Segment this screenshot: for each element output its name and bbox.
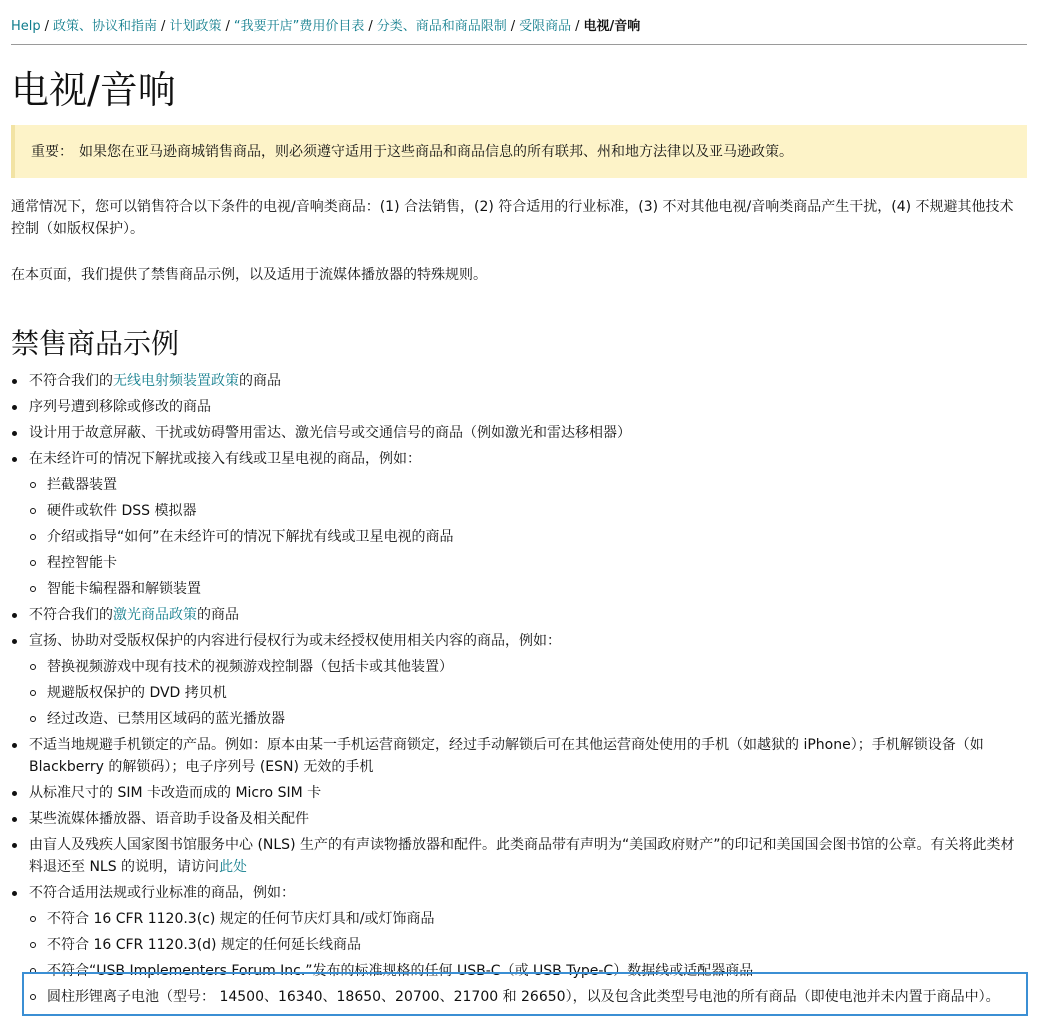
important-notice [11, 125, 1027, 178]
breadcrumb-link-policies[interactable]: 政策、协议和指南 [53, 19, 158, 34]
sub-list-item: 规避版权保护的 DVD 拷贝机 [29, 682, 1027, 704]
sub-list [29, 474, 1027, 600]
list-item [11, 604, 1027, 626]
list-item [11, 834, 1027, 878]
breadcrumb-link-program-policies[interactable]: 计划政策 [169, 19, 222, 34]
list-item: 序列号遭到移除或修改的商品 [11, 396, 1027, 418]
sub-list [29, 656, 1027, 730]
nls-return-link[interactable]: 此处 [219, 859, 248, 875]
item-text: 不符合我们的 [29, 607, 113, 623]
sub-list-item: 经过改造、已禁用区域码的蓝光播放器 [29, 708, 1027, 730]
help-page [11, 0, 1027, 1012]
breadcrumb-link-categories[interactable]: 分类、商品和商品限制 [376, 19, 507, 34]
list-item: 从标准尺寸的 SIM 卡改造而成的 Micro SIM 卡 [11, 782, 1027, 804]
list-item: 不适当地规避手机锁定的产品。例如：原本由某一手机运营商锁定，经过手动解锁后可在其他运营商处使用的手机（如越狱的 iPhone）；手机解锁设备（如 Blackberry 的解锁码）；电子序列号 (ESN) 无效的手机 [11, 734, 1027, 778]
sub-list [29, 908, 1027, 1008]
sub-list-item: 程控智能卡 [29, 552, 1027, 574]
list-item [11, 370, 1027, 392]
list-item: 设计用于故意屏蔽、干扰或妨碍警用雷达、激光信号或交通信号的商品（例如激光和雷达移相器） [11, 422, 1027, 444]
breadcrumb-link-fee-schedule[interactable]: “我要开店”费用价目表 [233, 19, 365, 34]
breadcrumb-separator: / [225, 19, 230, 34]
notice-text: 如果您在亚马逊商城销售商品，则必须遵守适用于这些商品和商品信息的所有联邦、州和地方法律以及亚马逊政策。 [79, 144, 793, 160]
sub-list-item: 替换视频游戏中现有技术的视频游戏控制器（包括卡或其他装置） [29, 656, 1027, 678]
item-text: 的商品 [239, 373, 281, 389]
item-text: 宣扬、协助对受版权保护的内容进行侵权行为或未经授权使用相关内容的商品，例如： [29, 633, 561, 649]
section-title: 禁售商品示例 [11, 327, 180, 360]
item-text: 不符合我们的 [29, 373, 113, 389]
notice-label: 重要： [31, 144, 73, 160]
page-summary-paragraph: 在本页面，我们提供了禁售商品示例，以及适用于流媒体播放器的特殊规则。 [11, 267, 487, 283]
breadcrumb-current: 电视/音响 [583, 19, 641, 34]
item-text: 在未经许可的情况下解扰或接入有线或卫星电视的商品，例如： [29, 451, 421, 467]
item-text: 由盲人及残疾人国家图书馆服务中心 (NLS) 生产的有声读物播放器和配件。此类商品带有声明为“美国政府财产”的印记和美国国会图书馆的公章。有关将此类材料退还至 NLS 的说明，请访问 [29, 837, 1015, 875]
sub-list-item: 硬件或软件 DSS 模拟器 [29, 500, 1027, 522]
sub-list-item: 不符合 16 CFR 1120.3(c) 规定的任何节庆灯具和/或灯饰商品 [29, 908, 1027, 930]
sub-list-item: 介绍或指导“如何”在未经许可的情况下解扰有线或卫星电视的商品 [29, 526, 1027, 548]
breadcrumb-separator: / [44, 19, 50, 34]
item-text: 的商品 [197, 607, 239, 623]
list-item: 某些流媒体播放器、语音助手设备及相关配件 [11, 808, 1027, 830]
sub-list-item: 智能卡编程器和解锁装置 [29, 578, 1027, 600]
sub-list-item: 圆柱形锂离子电池（型号： 14500、16340、18650、20700、21700 和 26650），以及包含此类型号电池的所有商品（即使电池并未内置于商品中）。 [29, 986, 1027, 1008]
sub-list-item: 不符合“USB Implementers Forum Inc.”发布的标准规格的任何 USB-C（或 USB Type-C）数据线或适配器商品 [29, 960, 1027, 982]
list-item [11, 448, 1027, 600]
breadcrumb-separator: / [161, 19, 166, 34]
radio-frequency-policy-link[interactable]: 无线电射频装置政策 [113, 373, 239, 389]
breadcrumb-separator: / [510, 19, 516, 34]
item-text: 不符合适用法规或行业标准的商品，例如： [29, 885, 295, 901]
intro-paragraph: 通常情况下，您可以销售符合以下条件的电视/音响类商品：(1) 合法销售，(2) 符合适用的行业标准，(3) 不对其他电视/音响类商品产生干扰，(4) 不规避其他技术控制（如版权保护）。 [11, 199, 1014, 237]
laser-products-policy-link[interactable]: 激光商品政策 [113, 607, 197, 623]
list-item [11, 882, 1027, 1008]
sub-list-item: 不符合 16 CFR 1120.3(d) 规定的任何延长线商品 [29, 934, 1027, 956]
breadcrumb-link-restricted-products[interactable]: 受限商品 [519, 19, 572, 34]
list-item [11, 630, 1027, 730]
breadcrumb [11, 0, 1027, 45]
breadcrumb-link-help[interactable]: Help [11, 19, 41, 34]
page-title: 电视/音响 [11, 68, 176, 112]
prohibited-items-list [11, 370, 1027, 1008]
breadcrumb-separator: / [368, 19, 373, 34]
sub-list-item: 拦截器装置 [29, 474, 1027, 496]
breadcrumb-separator: / [575, 19, 580, 34]
